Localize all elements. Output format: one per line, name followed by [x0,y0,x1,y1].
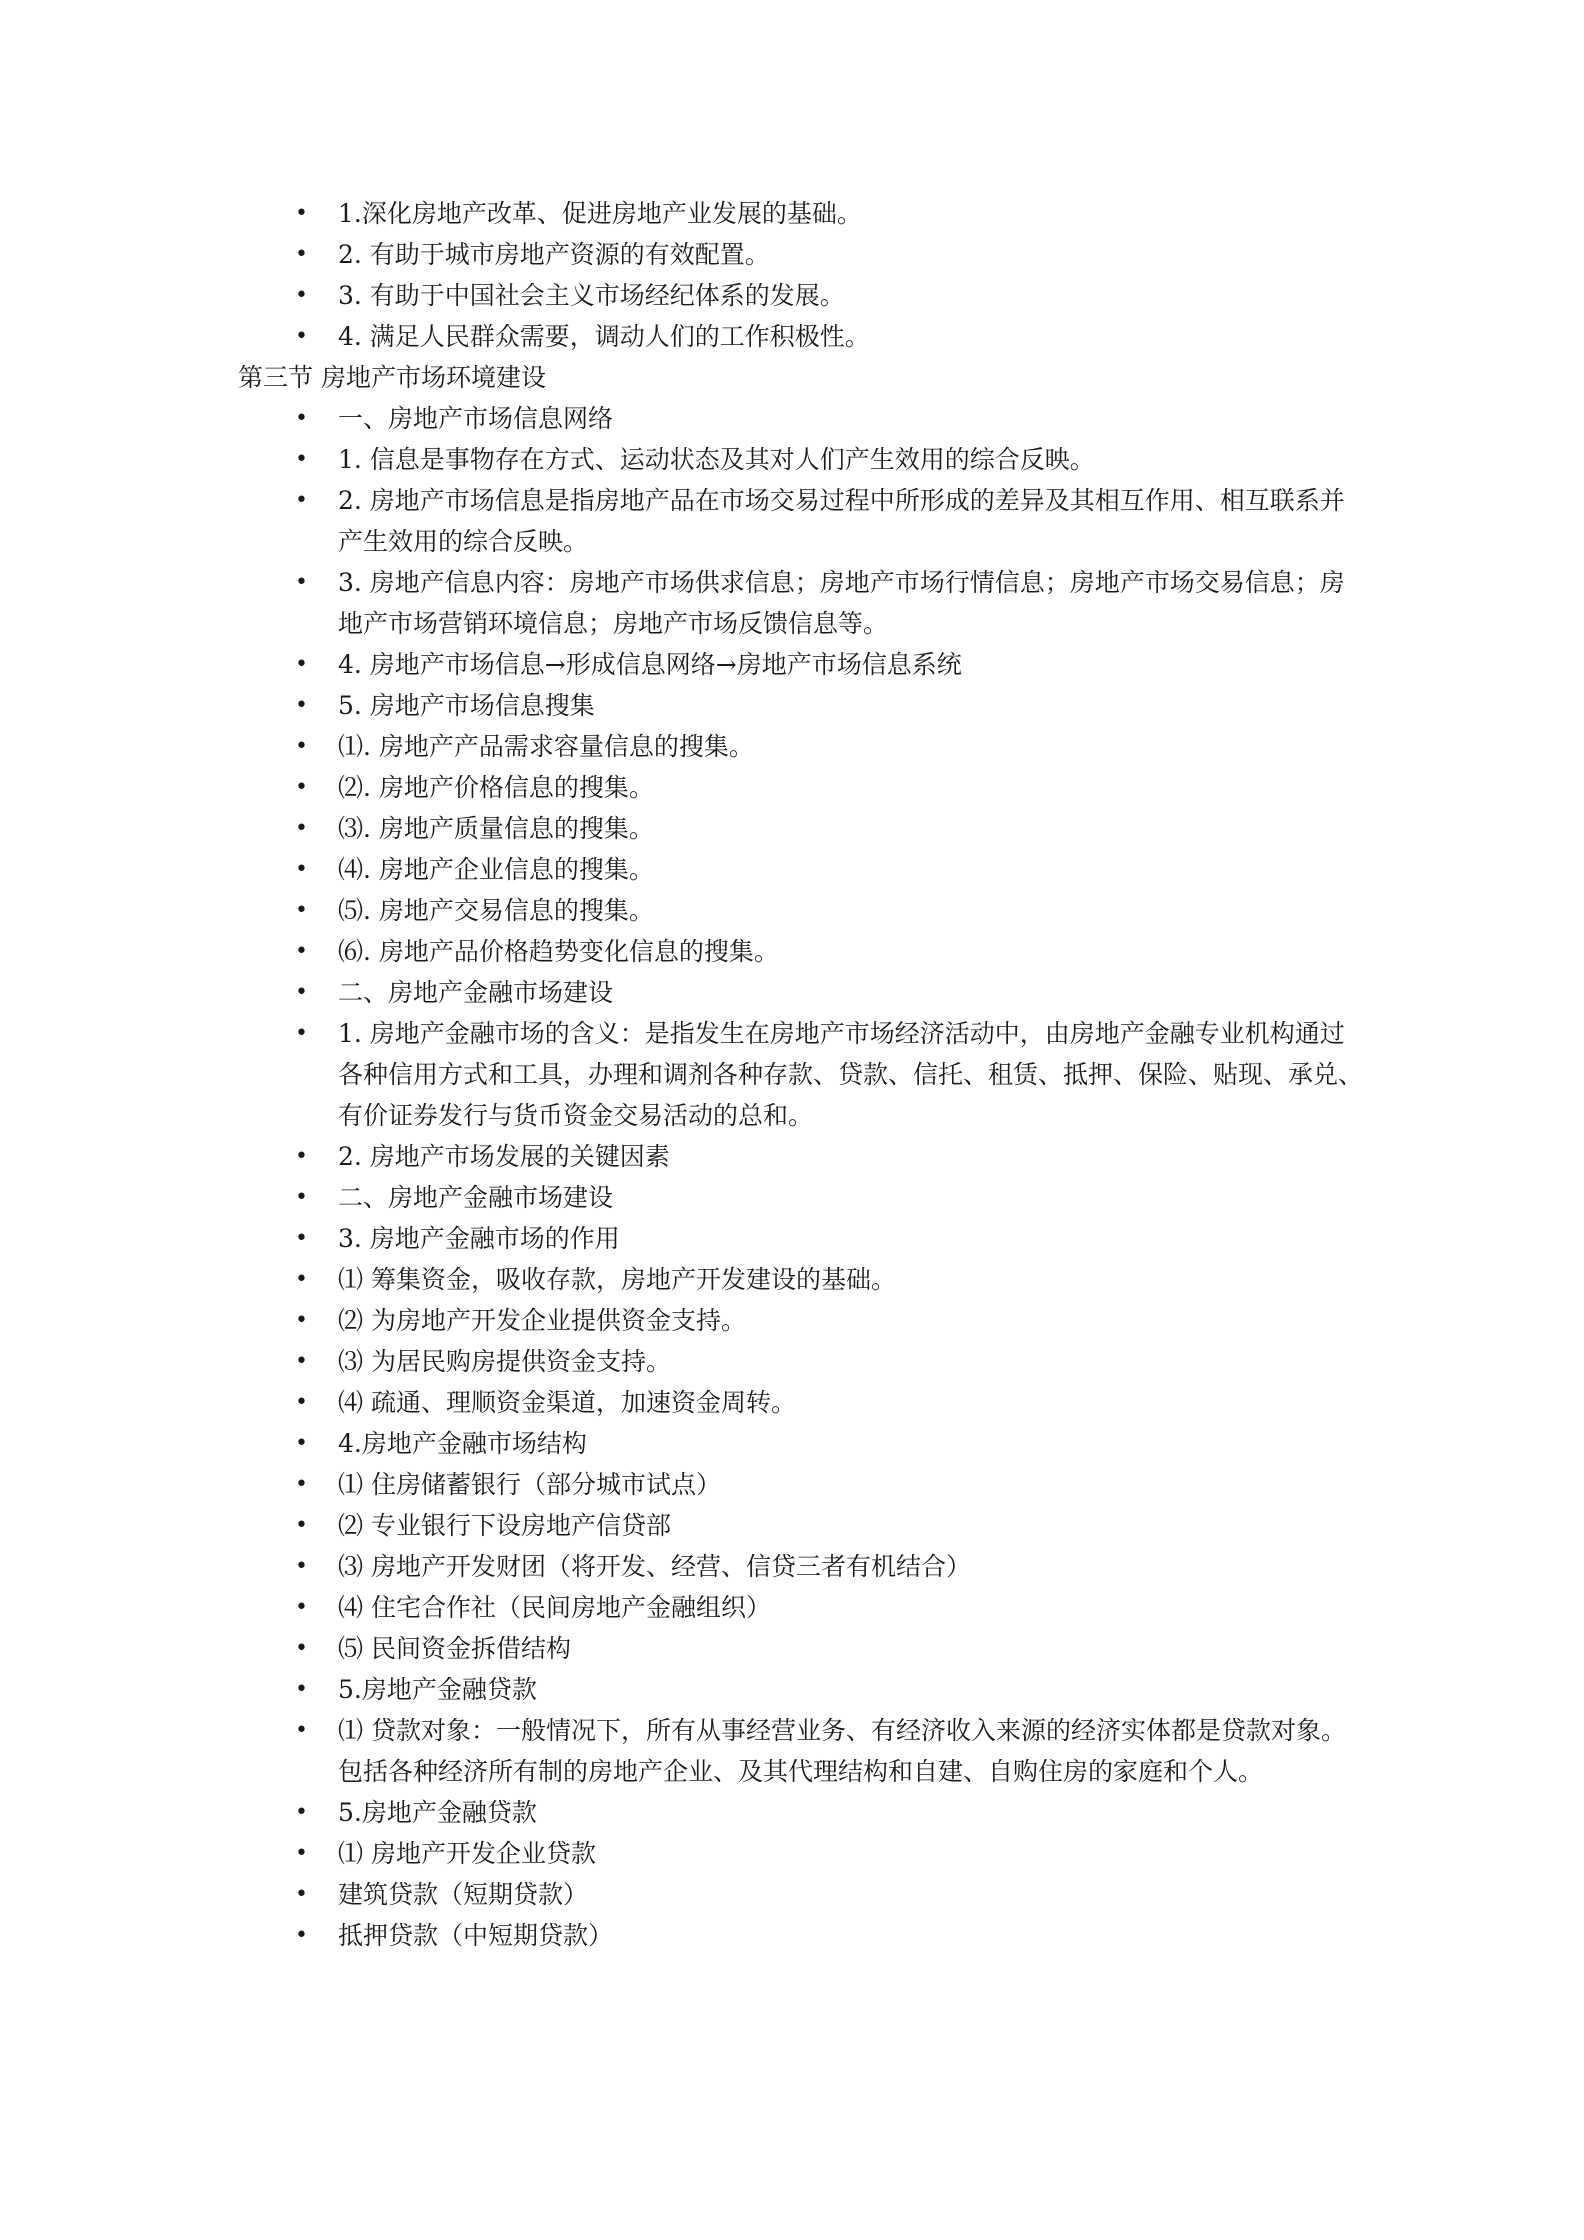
bullet-icon: • [295,1226,308,1251]
list-item [238,316,1363,357]
list-item-text: ⑶. 房地产质量信息的搜集。 [338,814,654,843]
list-item-text: 1. 房地产金融市场的含义：是指发生在房地产市场经济活动中，由房地产金融专业机构通过各种信用方式和工具，办理和调剂各种存款、贷款、信托、租赁、抵押、保险、贴现、承兑、有价证券发行与货币资金交易活动的总和。 [338,1019,1364,1130]
list-item-text: ⑵ 为房地产开发企业提供资金支持。 [338,1306,746,1335]
bullet-icon: • [295,1718,308,1743]
list-item-text: ⑷ 疏通、理顺资金渠道，加速资金周转。 [338,1388,796,1417]
bullet-icon: • [295,652,308,677]
list-item [238,1300,1363,1341]
list-item [238,1218,1363,1259]
list-item-text: ⑴ 筹集资金，吸收存款，房地产开发建设的基础。 [338,1265,896,1294]
list-item-text: 4. 满足人民群众需要，调动人们的工作积极性。 [338,322,870,351]
list-item-text: 4.房地产金融市场结构 [338,1429,587,1458]
bullet-icon: • [295,406,308,431]
bullet-icon: • [295,1390,308,1415]
list-item [238,1136,1363,1177]
list-item [238,275,1363,316]
list-item-text: 2. 有助于城市房地产资源的有效配置。 [338,240,770,269]
list-item [238,1833,1363,1874]
bullet-icon: • [295,1144,308,1169]
list-item [238,562,1363,644]
bullet-icon: • [295,1882,308,1907]
list-item-text: 3. 房地产信息内容：房地产市场供求信息；房地产市场行情信息；房地产市场交易信息；房地产市场营销环境信息；房地产市场反馈信息等。 [338,568,1345,638]
bullet-icon: • [295,898,308,923]
list-item [238,1792,1363,1833]
list-item [238,480,1363,562]
bullet-icon: • [295,1554,308,1579]
list-item-text: ⑸. 房地产交易信息的搜集。 [338,896,654,925]
bullet-icon: • [295,242,308,267]
list-item-text: 2. 房地产市场信息是指房地产品在市场交易过程中所形成的差异及其相互作用、相互联系并产生效用的综合反映。 [338,486,1345,556]
bullet-icon: • [295,980,308,1005]
list-item [238,193,1363,234]
list-item-text: 建筑贷款（短期贷款） [338,1880,589,1909]
bullet-icon: • [295,1472,308,1497]
list-item-text: 2. 房地产市场发展的关键因素 [338,1142,670,1171]
list-item [238,1177,1363,1218]
list-item [238,1587,1363,1628]
list-item [238,931,1363,972]
bullet-icon: • [295,1308,308,1333]
bullet-icon: • [295,1021,308,1046]
bullet-icon: • [295,1595,308,1620]
bullet-icon: • [295,324,308,349]
list-item [238,1874,1363,1915]
list-item [238,398,1363,439]
list-item [238,1423,1363,1464]
list-item-text: ⑴ 住房储蓄银行（部分城市试点） [338,1470,721,1499]
list-item [238,726,1363,767]
list-item [238,972,1363,1013]
list-item-text: 4. 房地产市场信息→形成信息网络→房地产市场信息系统 [338,650,962,679]
bullet-icon: • [295,1677,308,1702]
bullet-icon: • [295,734,308,759]
list-item [238,439,1363,480]
list-item-text: 1.深化房地产改革、促进房地产业发展的基础。 [338,199,862,228]
bullet-list-intro [238,193,1363,357]
bullet-icon: • [295,1841,308,1866]
list-item [238,849,1363,890]
list-item [238,1382,1363,1423]
list-item [238,1464,1363,1505]
list-item [238,1710,1363,1792]
list-item-text: ⑷ 住宅合作社（民间房地产金融组织） [338,1593,771,1622]
document-content [238,193,1363,1956]
list-item-text: ⑶ 为居民购房提供资金支持。 [338,1347,671,1376]
list-item [238,1341,1363,1382]
list-item [238,890,1363,931]
list-item-text: 抵押贷款（中短期贷款） [338,1921,614,1950]
bullet-list-main [238,398,1363,1956]
list-item-text: 5.房地产金融贷款 [338,1675,537,1704]
list-item-text: 一、房地产市场信息网络 [338,404,614,433]
bullet-icon: • [295,857,308,882]
bullet-icon: • [295,1349,308,1374]
list-item [238,808,1363,849]
list-item-text: 二、房地产金融市场建设 [338,978,614,1007]
list-item-text: ⑵ 专业银行下设房地产信贷部 [338,1511,671,1540]
bullet-icon: • [295,201,308,226]
list-item [238,1628,1363,1669]
list-item [238,1546,1363,1587]
list-item-text: ⑹. 房地产品价格趋势变化信息的搜集。 [338,937,779,966]
list-item [238,1259,1363,1300]
bullet-icon: • [295,1431,308,1456]
bullet-icon: • [295,816,308,841]
list-item-text: 3. 房地产金融市场的作用 [338,1224,620,1253]
section-heading: 第三节 房地产市场环境建设 [238,363,546,392]
bullet-icon: • [295,1800,308,1825]
list-item [238,234,1363,275]
list-item-text: 1. 信息是事物存在方式、运动状态及其对人们产生效用的综合反映。 [338,445,1095,474]
bullet-icon: • [295,1923,308,1948]
list-item-text: ⑵. 房地产价格信息的搜集。 [338,773,654,802]
list-item [238,1669,1363,1710]
bullet-icon: • [295,1267,308,1292]
bullet-icon: • [295,1513,308,1538]
list-item-text: ⑴. 房地产产品需求容量信息的搜集。 [338,732,754,761]
list-item [238,767,1363,808]
list-item-text: ⑴ 贷款对象：一般情况下，所有从事经营业务、有经济收入来源的经济实体都是贷款对象。包括各种经济所有制的房地产企业、及其代理结构和自建、自购住房的家庭和个人。 [338,1716,1346,1786]
bullet-icon: • [295,447,308,472]
list-item [238,1915,1363,1956]
bullet-icon: • [295,1185,308,1210]
list-item-text: ⑴ 房地产开发企业贷款 [338,1839,596,1868]
bullet-icon: • [295,775,308,800]
list-item-text: ⑷. 房地产企业信息的搜集。 [338,855,654,884]
bullet-icon: • [295,488,308,513]
bullet-icon: • [295,1636,308,1661]
list-item [238,1505,1363,1546]
list-item-text: 3. 有助于中国社会主义市场经纪体系的发展。 [338,281,845,310]
list-item [238,685,1363,726]
list-item-text: ⑶ 房地产开发财团（将开发、经营、信贷三者有机结合） [338,1552,971,1581]
list-item [238,644,1363,685]
bullet-icon: • [295,939,308,964]
bullet-icon: • [295,570,308,595]
list-item [238,1013,1363,1136]
list-item-text: 二、房地产金融市场建设 [338,1183,614,1212]
list-item-text: 5.房地产金融贷款 [338,1798,537,1827]
list-item-text: ⑸ 民间资金拆借结构 [338,1634,571,1663]
bullet-icon: • [295,693,308,718]
list-item-text: 5. 房地产市场信息搜集 [338,691,595,720]
bullet-icon: • [295,283,308,308]
